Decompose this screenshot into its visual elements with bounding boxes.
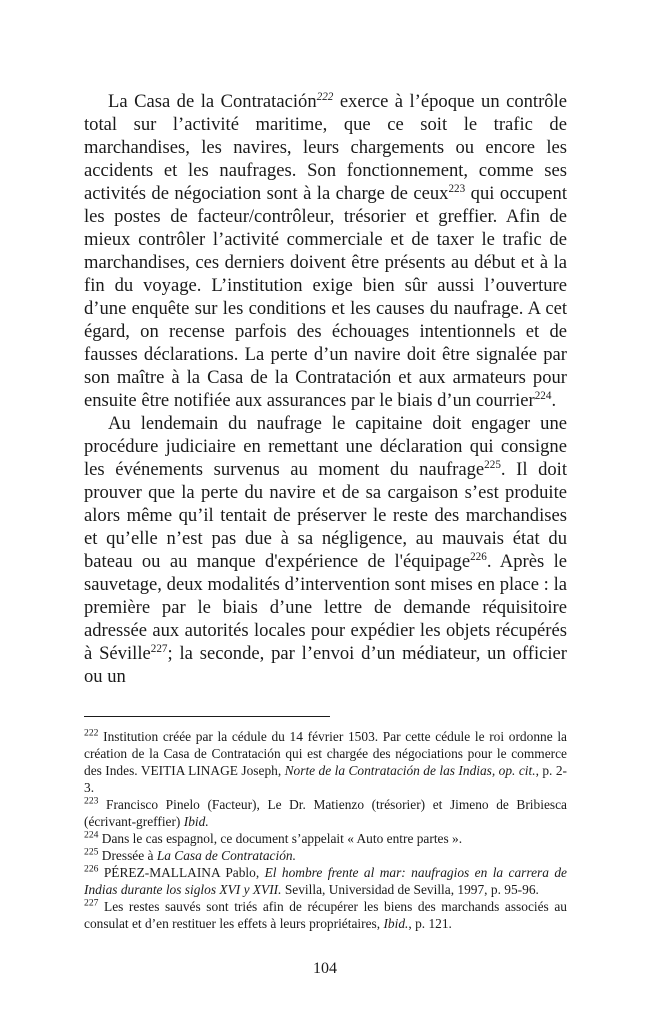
footnote-ref[interactable]: 227 (150, 642, 168, 655)
footnote-ref[interactable]: 225 (484, 458, 501, 471)
footnote-ref[interactable]: 222 (316, 90, 334, 103)
footnote-divider (84, 716, 330, 717)
footnote-number: 225 (84, 846, 99, 858)
footnote-number: 222 (84, 727, 99, 739)
footnote-text: Dressée à (98, 848, 157, 863)
footnote-223 (84, 796, 567, 830)
footnote-italic: Ibid. (183, 814, 209, 829)
paragraph-text: qui occupent les postes de facteur/contrôleur, trésorier et greffier. Afin de mieux contrôler l’activité commerciale et de taxer le trafic de marchandises, ces derniers doivent être présents au début et à la fin du voyage. L’institution exige bien sûr aussi l’ouverture d’une enquête sur les conditions et les causes du naufrage. A cet égard, on recense parfois des échouages intentionnels et de fausses déclarations. La perte d’un navire doit être signalée par son maître à la Casa de la Contratación et aux armateurs pour ensuite être notifiée aux assurances par le biais d’un courrier (84, 183, 567, 411)
footnote-text: Les restes sauvés sont triés afin de récupérer les biens des marchands associés au consulat et d’en restituer les effets à leurs propriétaires, (84, 899, 567, 931)
footnote-number: 226 (84, 863, 99, 875)
paragraph-1 (84, 90, 567, 412)
paragraph-text: Au lendemain du naufrage le capitaine doit engager une procédure judiciaire en remettant une déclaration qui consigne les événements survenus au moment du naufrage (84, 413, 567, 480)
footnote-text: , p. 2-3. (84, 763, 567, 795)
paragraph-text: . Il doit prouver que la perte du navire et de sa cargaison s’est produite alors même qu’il tentait de préserver le reste des marchandises et qu’elle n’est pas due à sa négligence, au mauvais état du bateau ou au manque d'expérience de l'équipage (84, 459, 567, 572)
footnote-number: 223 (84, 795, 99, 807)
footnote-226 (84, 864, 567, 898)
footnote-italic: Ibid. (383, 916, 409, 931)
paragraph-text: ; la seconde, par l’envoi d’un médiateur, un officier ou un (84, 643, 567, 687)
footnote-222 (84, 728, 567, 796)
footnote-text: , p. 121. (408, 916, 452, 931)
footnote-227 (84, 898, 567, 932)
paragraph-text: . Après le sauvetage, deux modalités d’intervention sont mises en place : la première par le biais d’une lettre de demande réquisitoire adressée aux autorités locales pour expédier les objets récupérés à Séville (84, 551, 567, 664)
footnote-ref[interactable]: 223 (448, 182, 466, 195)
footnote-225 (84, 847, 567, 864)
footnote-text: Francisco Pinelo (Facteur), Le Dr. Matienzo (trésorier) et Jimeno de Bribiesca (écrivant-greffier) (84, 797, 567, 829)
paragraph-text: exerce à l’époque un contrôle total sur l’activité maritime, que ce soit le trafic de marchandises, les navires, leurs chargements ou encore les accidents et les naufrages. Son fonctionnement, comme ses activités de négociation sont à la charge de ceux (84, 91, 567, 204)
footnote-text: PÉREZ-MALLAINA Pablo, (98, 865, 265, 880)
footnote-number: 224 (84, 829, 99, 841)
footnote-italic: La Casa de Contratación. (156, 848, 296, 863)
footnote-ref[interactable]: 226 (470, 550, 487, 563)
page-number: 104 (313, 960, 337, 977)
footnote-number: 227 (84, 897, 99, 909)
page-body (84, 90, 567, 932)
paragraph-2 (84, 412, 567, 688)
paragraph-text: La Casa de la Contratación (108, 91, 317, 112)
footnote-italic: Norte de la Contratación de las Indias, op. cit. (284, 763, 536, 778)
paragraph-text: . (551, 390, 557, 411)
footnote-italic: El hombre frente al mar: naufragios en la carrera de Indias durante los siglos XVI y XVII. (84, 865, 567, 897)
footnote-text: Sevilla, Universidad de Sevilla, 1997, p. 95-96. (281, 882, 539, 897)
footnote-224 (84, 830, 567, 847)
footnote-text: Institution créée par la cédule du 14 février 1503. Par cette cédule le roi ordonne la création de la Casa de Contratación qui est chargée des négociations pour le commerce des Indes. VEITIA LINAGE Joseph, (84, 729, 567, 778)
footnote-text: Dans le cas espagnol, ce document s’appelait « Auto entre partes ». (98, 831, 463, 846)
footnote-ref[interactable]: 224 (534, 389, 552, 402)
